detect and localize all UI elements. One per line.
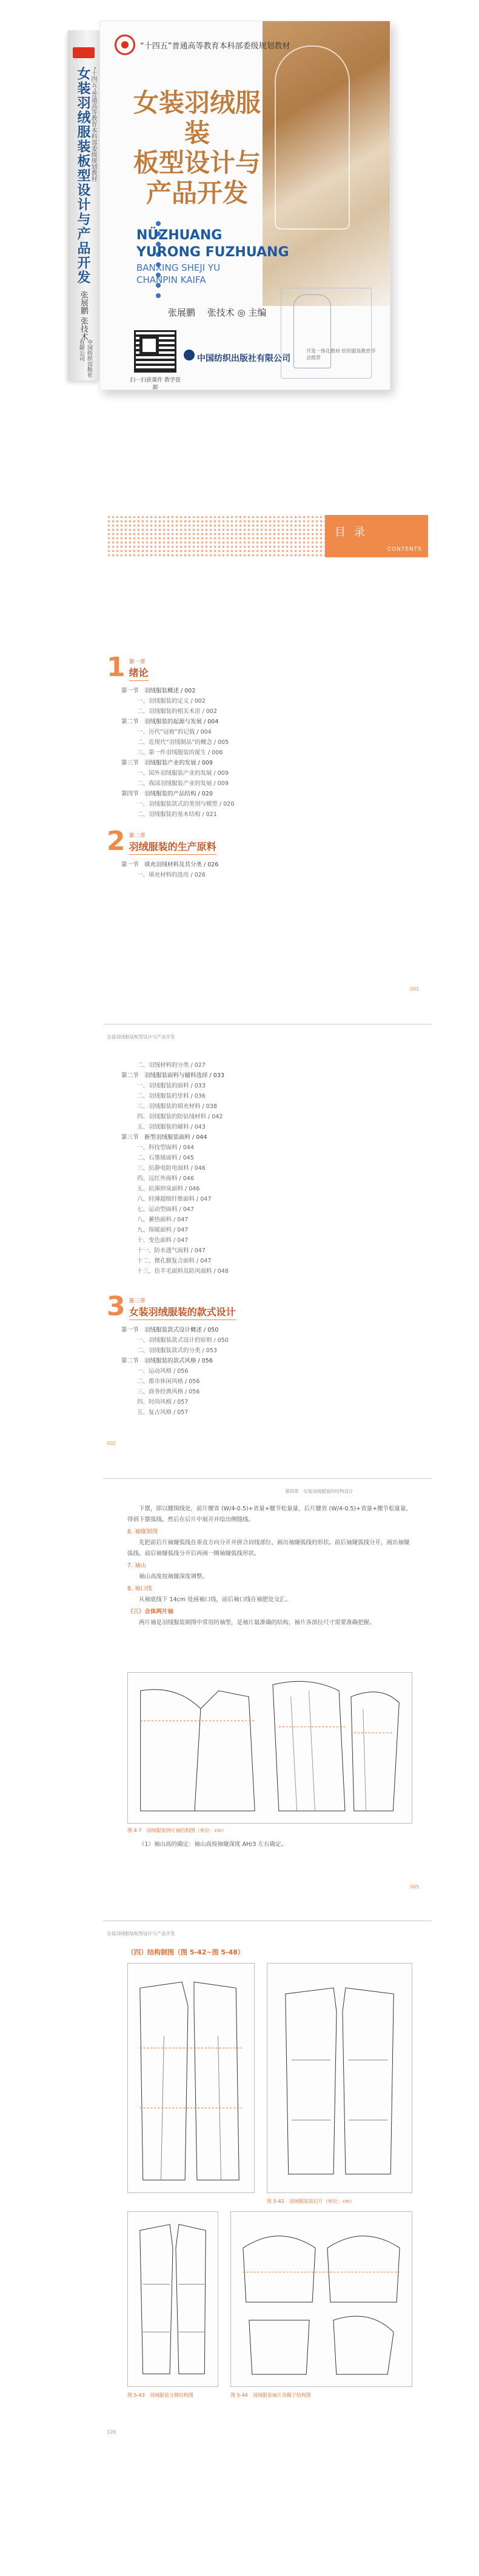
sample1-running-head: 第四章 女装羽绒服装的结构设计 — [285, 1489, 353, 1494]
toc-page-2 — [107, 1060, 428, 1315]
toc-subentry[interactable]: 三、抗静电防电面料 / 046 — [137, 1165, 206, 1172]
book-cover — [68, 17, 407, 399]
sample2-page-number: 126 — [107, 2429, 116, 2435]
toc-dot-pattern — [107, 515, 325, 557]
sample1-para1: 下摆，即以腰围线处，前片腰省 (W/4-0.5)+省量+腰节松量量，后片腰省 (W/4-0.5)+省量+腰节松量量，得到下摆弧线。然后在后片中展开并绘出侧缝线。 — [127, 1505, 412, 1523]
pinyin-line4: CHANPIN KAIFA — [136, 274, 206, 285]
cover-title — [124, 88, 270, 208]
toc-chapter — [107, 1293, 428, 1418]
segment-structure-svg — [128, 2212, 218, 2386]
toc-chapter — [107, 654, 428, 820]
chapter-heading — [107, 828, 428, 855]
toc-subentry[interactable]: 五、羽绒服装的辅料 / 043 — [137, 1124, 206, 1130]
publisher-name: 中国纺织出版社有限公司 — [197, 354, 290, 363]
sample1-head-c: 8. 袖口线 — [127, 1585, 152, 1592]
series-name: “十四五”普通高等教育本科部委级规划教材 — [140, 41, 290, 51]
chapter-title[interactable]: 女装羽绒服装的款式设计 — [129, 1304, 236, 1320]
toc-page-2-chapter3 — [107, 1293, 428, 1433]
toc-subentry[interactable]: 三、第一件羽绒服装的诞生 / 006 — [137, 749, 223, 756]
toc-page2-number: 002 — [107, 1441, 116, 1446]
toc-subentry[interactable]: 十一、防水透气面料 / 047 — [137, 1247, 206, 1254]
cover-pattern-sketch — [281, 288, 372, 379]
sleeve-hood-diagram — [230, 2211, 412, 2387]
qr-caption: 扫一扫获课件 教学资源 — [130, 377, 181, 390]
series-badge — [115, 35, 290, 55]
cover-title-line3: 产品开发 — [146, 178, 248, 208]
sample1-body-after — [127, 1839, 412, 1851]
toc-subentry[interactable]: 十、变色面料 / 047 — [137, 1237, 189, 1244]
toc-section-entry[interactable]: 第二节 羽绒服装面料与辅料选择 / 033 — [121, 1072, 224, 1079]
toc-subentry[interactable]: 二、羽绒服装款式的分类 / 053 — [137, 1347, 217, 1354]
cover-title-line1: 女装羽绒服装 — [133, 88, 261, 148]
toc-label-box — [325, 515, 428, 557]
pinyin-line2: YURONG FUZHUANG — [136, 244, 289, 260]
toc-subentry[interactable]: 一、填充材料的选用 / 026 — [137, 872, 206, 878]
cover-authors: 张展鹏 张技术 ◎ 主编 — [168, 307, 267, 318]
chapter-title[interactable]: 羽绒服装的生产原料 — [129, 839, 216, 855]
publisher-logo-icon — [184, 350, 195, 360]
cover-pinyin-title — [136, 227, 289, 261]
sleeve-pattern-svg — [128, 1673, 412, 1823]
front-back-pattern-diagram — [127, 1963, 255, 2193]
toc-section-entry[interactable]: 第四节 羽绒服装的产品结构 / 020 — [121, 791, 213, 797]
toc-subentry[interactable]: 四、羽绒服装的防钻绒材料 / 042 — [137, 1114, 223, 1120]
sample2-figure-b-caption: 图 5-43 羽绒服装分割结构图 — [127, 2392, 193, 2398]
toc-subentry[interactable]: 一、羽绒服装款式的类别与模型 / 020 — [137, 801, 235, 808]
chapter-number: 1 — [107, 652, 126, 683]
split-structure-svg — [267, 1964, 412, 2193]
chapter-heading — [107, 654, 428, 681]
toc-subentry[interactable]: 五、复古风格 / 057 — [137, 1409, 189, 1416]
chapter-title-group — [129, 831, 216, 855]
toc-running-head: 女装羽绒服装板型设计与产品开发 — [107, 1034, 175, 1040]
sample1-head-d: （三）合体两片袖 — [127, 1608, 174, 1615]
toc-header — [107, 515, 428, 557]
toc-subentry[interactable]: 一、历代“冠袍”的记载 / 004 — [137, 729, 212, 735]
toc-subentry[interactable]: 六、轻薄超细纤维面料 / 047 — [137, 1196, 212, 1203]
sleeve-hood-svg — [231, 2212, 412, 2386]
toc-section-entry[interactable]: 第三节 新型羽绒服装面料 / 044 — [121, 1134, 207, 1141]
two-piece-sleeve-diagram — [127, 1672, 412, 1824]
sample1-para6: （1）袖山高的确定：袖山高按袖窿深度 AH/3 左右确定。 — [139, 1841, 287, 1848]
toc-subentry[interactable]: 一、国外羽绒服装产业的发展 / 009 — [137, 770, 229, 777]
spine-subtitle: “十四五”普通高等教育本科部委级规划教材 — [90, 67, 96, 182]
sample1-body — [127, 1504, 412, 1630]
cover-pinyin-subtitle — [136, 262, 220, 286]
toc-label: 目 录 — [335, 526, 367, 539]
toc-section-entry[interactable]: 第三节 羽绒服装产业的发展 / 009 — [121, 760, 213, 766]
sample1-para4: 从袖底线下 14cm 处画袖口线，前后袖口线在袖肥处交汇。 — [139, 1596, 292, 1603]
toc-label-en: CONTENTS — [387, 546, 422, 553]
toc-subentry[interactable]: 四、时尚风格 / 057 — [137, 1399, 189, 1406]
sample1-para2: 先把前后片袖窿弧线在垂直方向分开并拼合肩线部位，画出袖窿弧线的形状。前后袖窿弧线分开，画出袖窿弧线。前后袖窿弧线分开后再画一圈袖窿弧线形状。 — [127, 1539, 410, 1557]
toc-chapter — [107, 828, 428, 880]
toc-subentry[interactable]: 二、近现代“羽绒制品”的概念 / 005 — [137, 739, 229, 746]
segment-structure-diagram — [127, 2211, 218, 2387]
chapter-title-group — [129, 657, 149, 681]
chapter-label: 第三章 — [129, 1298, 146, 1304]
chapter-number: 2 — [107, 826, 126, 857]
sample2-figure-a-caption: 图 5-42 羽绒服装前后片（单位：cm） — [267, 2199, 355, 2204]
toc-subentry[interactable]: 三、商务经典风格 / 056 — [137, 1389, 200, 1395]
book-spine — [68, 30, 99, 380]
spine-title: 女装羽绒服装板型设计与产品开发 — [75, 67, 90, 285]
toc-subentry[interactable]: 十三、仿羊毛面料及防风面料 / 048 — [137, 1268, 229, 1275]
toc-subentry[interactable]: 二、石墨烯面料 / 045 — [137, 1155, 194, 1161]
spine-badge — [73, 47, 95, 58]
sample1-head-b: 7. 袖山 — [127, 1562, 147, 1569]
pinyin-line3: BANXING SHEJI YU — [136, 262, 221, 273]
toc-subentry[interactable]: 二、都市休闲风格 / 056 — [137, 1378, 200, 1385]
toc-subentry[interactable]: 九、保暖面料 / 047 — [137, 1227, 189, 1233]
sample1-head-a: 6. 袖窿制图 — [127, 1529, 158, 1535]
toc-page-1 — [107, 654, 428, 969]
page-divider — [103, 1478, 432, 1479]
sample2-figure-c-caption: 图 5-44 羽绒服装袖片及帽子结构图 — [230, 2392, 311, 2398]
split-structure-diagram — [267, 1963, 412, 2193]
toc-subentry[interactable]: 一、运动风格 / 056 — [137, 1368, 189, 1375]
qr-code-icon — [134, 330, 176, 373]
toc-subentry[interactable]: 一、科技型面料 / 044 — [137, 1144, 194, 1151]
sample1-para3: 袖山高度按袖窿深度调整。 — [139, 1573, 209, 1580]
toc-subentry[interactable]: 二、羽绒服装的相关术语 / 002 — [137, 708, 217, 715]
toc-section-entry[interactable]: 第一节 填充羽绒材料及其分类 / 026 — [121, 861, 219, 868]
sample1-page-number: 065 — [410, 1884, 420, 1890]
toc-subentry[interactable]: 五、抗菌抑臭面料 / 046 — [137, 1186, 200, 1192]
cover-fabric-image — [263, 21, 390, 306]
sample1-figure-caption: 图 4-7 羽绒服装两片袖结构图（单位：cm） — [127, 1828, 227, 1833]
toc-subentry[interactable]: 四、远红外面料 / 046 — [137, 1175, 194, 1182]
toc-subentry[interactable]: 一、羽绒服装的面料 / 033 — [137, 1083, 206, 1089]
toc-subentry[interactable]: 二、羽绒服装的基本结构 / 021 — [137, 811, 217, 818]
toc-section-entry[interactable]: 第一节 羽绒服装概述 / 002 — [121, 688, 196, 694]
chapter-number: 3 — [107, 1291, 126, 1322]
toc-subentry[interactable]: 一、羽绒服装的定义 / 002 — [137, 698, 206, 705]
chapter-label: 第二章 — [129, 833, 146, 839]
cover-title-line2: 板型设计与 — [133, 148, 261, 178]
chapter-label: 第一章 — [129, 659, 146, 665]
toc-subentry[interactable]: 一、羽绒服装款式设计的原则 / 050 — [137, 1337, 229, 1344]
toc-section-entry[interactable]: 第一节 羽绒服装款式设计概述 / 050 — [121, 1327, 219, 1333]
toc-section-entry[interactable]: 第二节 羽绒服装的款式风格 / 056 — [121, 1358, 213, 1364]
publisher-note: 开发一体化教材 纺织服装教育学会推荐 — [306, 348, 376, 360]
sample2-running-head: 女装羽绒服装板型设计与产品开发 — [107, 1931, 175, 1936]
toc-subentry[interactable]: 二、羽绒材料的分类 / 027 — [137, 1062, 206, 1069]
sample2-section-head: （四）结构制图（图 5-42~图 5-48） — [127, 1948, 244, 1956]
front-back-svg — [128, 1964, 254, 2193]
toc-page1-number: 001 — [410, 986, 420, 992]
chapter-title[interactable]: 绪论 — [129, 665, 149, 681]
spine-publisher: 中国纺织出版社有限公司 — [78, 339, 92, 377]
sample1-para5: 两片袖是羽绒服装制图中常用的袖型，是袖片最准确的结构，袖片各部位尺寸需要准确把握。 — [139, 1619, 375, 1626]
page-divider — [103, 1920, 432, 1921]
pinyin-line1: NÜZHUANG — [136, 228, 223, 243]
book-front — [99, 21, 390, 390]
toc-subentry[interactable]: 三、羽绒服装的填充材料 / 038 — [137, 1103, 217, 1110]
series-logo-icon — [115, 35, 135, 55]
toc-subentry[interactable]: 八、蓄热面料 / 047 — [137, 1217, 189, 1223]
toc-subentry[interactable]: 二、我国羽绒服装产业的发展 / 009 — [137, 780, 229, 787]
toc-subentry[interactable]: 七、运动型面料 / 047 — [137, 1206, 194, 1213]
toc-subentry[interactable]: 十二、微孔膜复合面料 / 047 — [137, 1258, 212, 1264]
toc-section-entry[interactable]: 第二节 羽绒服装的起源与发展 / 004 — [121, 719, 219, 725]
toc-subentry[interactable]: 二、羽绒服装的里料 / 036 — [137, 1093, 206, 1100]
chapter-title-group — [129, 1296, 236, 1320]
spine-author: 张展鹏 张技术 — [79, 291, 88, 341]
chapter-heading — [107, 1293, 428, 1320]
